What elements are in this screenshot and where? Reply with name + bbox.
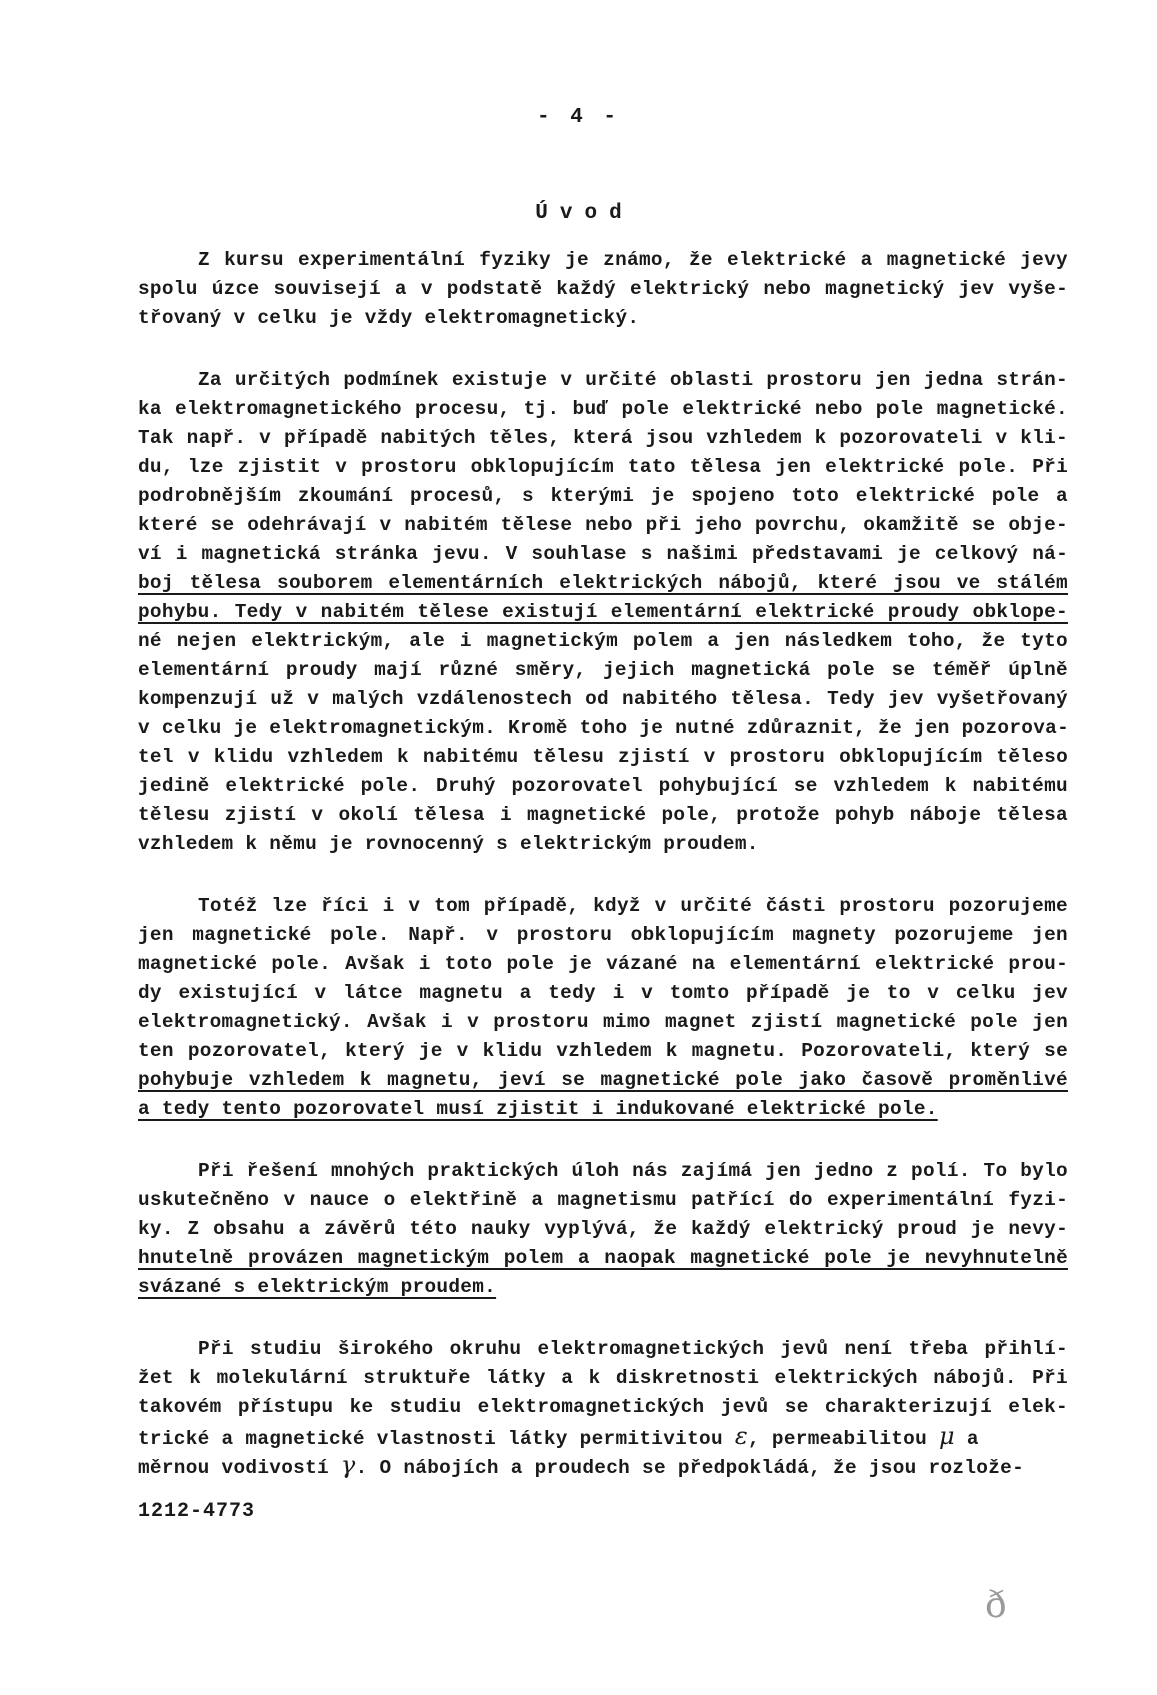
- text-line: takovém přístupu ke studiu elektromagnetických jevů se charakterizují elek-: [138, 1396, 1068, 1418]
- text-line: elementární proudy mají různé směry, jejich magnetická pole se téměř úplně: [138, 659, 1068, 681]
- text-line: které se odehrávají v nabitém tělese nebo při jeho povrchu, okamžitě se obje-: [138, 514, 1068, 536]
- text-line: jedině elektrické pole. Druhý pozorovatel pohybující se vzhledem k nabitému: [138, 775, 1068, 797]
- text-line: ten pozorovatel, který je v klidu vzhledem k magnetu. Pozorovateli, který se: [138, 1040, 1068, 1062]
- text-line: ky. Z obsahu a závěrů této nauky vyplývá, že každý elektrický proud je nevy-: [138, 1218, 1068, 1240]
- text-line-with-symbols: [138, 1451, 1068, 1483]
- text-segment: trické a magnetické vlastnosti látky permitivitou: [138, 1428, 735, 1450]
- text-line: v celku je elektromagnetickým. Kromě toho je nutné zdůraznit, že jen pozorova-: [138, 717, 1070, 739]
- text-segment: , permeabilitou: [748, 1428, 939, 1450]
- text-line: tel v klidu vzhledem k nabitému tělesu zjistí v prostoru obklopujícím těleso: [138, 746, 1068, 768]
- text-line: Při řešení mnohých praktických úloh nás zajímá jen jedno z polí. To bylo: [198, 1160, 1068, 1182]
- text-line: né nejen elektrickým, ale i magnetickým polem a jen následkem toho, že tyto: [138, 630, 1068, 652]
- text-line-underlined: a tedy tento pozorovatel musí zjistit i indukované elektrické pole.: [138, 1098, 938, 1120]
- text-line-underlined: pohybuje vzhledem k magnetu, jeví se magnetické pole jako časově proměnlivé: [138, 1069, 1068, 1091]
- text-line: uskutečněno v nauce o elektřině a magnetismu patřící do experimentální fyzi-: [138, 1189, 1068, 1211]
- text-line: du, lze zjistit v prostoru obklopujícím tato tělesa jen elektrické pole. Při: [138, 456, 1068, 478]
- text-line: spolu úzce souvisejí a v podstatě každý elektrický nebo magnetický jev vyše-: [138, 278, 1068, 300]
- text-line: Při studiu širokého okruhu elektromagnetických jevů není třeba přihlí-: [198, 1338, 1068, 1360]
- page-number: - 4 -: [536, 106, 620, 129]
- gamma-symbol: γ: [340, 1451, 356, 1479]
- text-line-with-symbols: [138, 1422, 1068, 1454]
- text-line: žet k molekulární struktuře látky a k diskretnosti elektrických nábojů. Při: [138, 1367, 1068, 1389]
- text-segment: . O nábojích a proudech se předpokládá, že jsou rozlože-: [355, 1457, 1025, 1479]
- section-heading: Úvod: [535, 202, 634, 225]
- text-line: podrobnějším zkoumání procesů, s kterými je spojeno toto elektrické pole a: [138, 485, 1068, 507]
- text-line: Totéž lze říci i v tom případě, když v určité části prostoru pozorujeme: [198, 895, 1068, 917]
- text-line: magnetické pole. Avšak i toto pole je vázané na elementární elektrické prou-: [138, 953, 1068, 975]
- pencil-mark: ð: [985, 1585, 1007, 1626]
- text-line: vzhledem k němu je rovnocenný s elektrickým proudem.: [138, 833, 759, 855]
- text-line: ví i magnetická stránka jevu. V souhlase s našimi představami je celkový ná-: [138, 543, 1068, 565]
- text-line: Tak např. v případě nabitých těles, která jsou vzhledem k pozorovateli v kli-: [138, 427, 1068, 449]
- text-line: kompenzují už v malých vzdálenostech od nabitého tělesa. Tedy jev vyšetřovaný: [138, 688, 1068, 710]
- text-segment: a: [954, 1428, 979, 1450]
- text-line-underlined: svázané s elektrickým proudem.: [138, 1276, 497, 1298]
- text-line-underlined: pohybu. Tedy v nabitém tělese existují elementární elektrické proudy obklope-: [138, 601, 1068, 623]
- document-code: 1212-4773: [138, 1500, 256, 1523]
- text-line: Z kursu experimentální fyziky je známo, že elektrické a magnetické jevy: [198, 249, 1068, 271]
- text-line: jen magnetické pole. Např. v prostoru obklopujícím magnety pozorujeme jen: [138, 924, 1068, 946]
- epsilon-symbol: ε: [734, 1422, 749, 1450]
- text-line-underlined: hnutelně provázen magnetickým polem a naopak magnetické pole je nevyhnutelně: [138, 1247, 1068, 1269]
- mu-symbol: μ: [939, 1422, 955, 1450]
- text-line: elektromagnetický. Avšak i v prostoru mimo magnet zjistí magnetické pole jen: [138, 1011, 1068, 1033]
- text-line: třovaný v celku je vždy elektromagnetický.: [138, 307, 640, 329]
- text-line: ka elektromagnetického procesu, tj. buď pole elektrické nebo pole magnetické.: [138, 398, 1068, 420]
- text-segment: měrnou vodivostí: [138, 1457, 341, 1479]
- text-line: dy existující v látce magnetu a tedy i v tomto případě je to v celku jev: [138, 982, 1068, 1004]
- text-line: tělesu zjistí v okolí tělesa i magnetické pole, protože pohyb náboje tělesa: [138, 804, 1068, 826]
- text-line-underlined: boj tělesa souborem elementárních elektrických nábojů, které jsou ve stálém: [138, 572, 1068, 594]
- text-line: Za určitých podmínek existuje v určité oblasti prostoru jen jedna strán-: [198, 369, 1068, 391]
